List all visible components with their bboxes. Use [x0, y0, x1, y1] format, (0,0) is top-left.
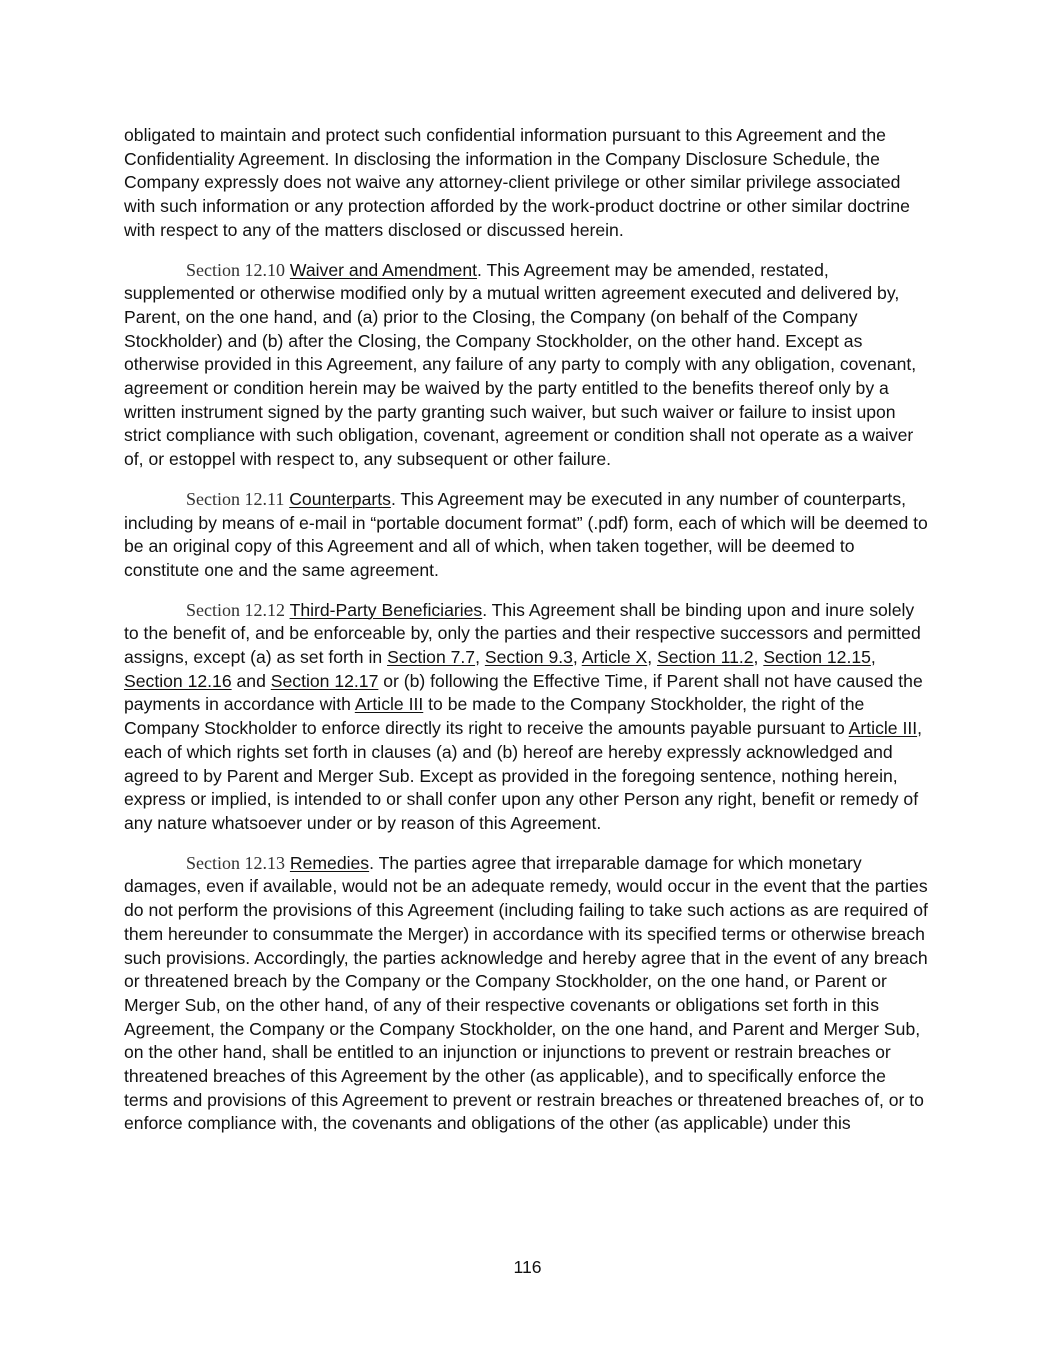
- cross-ref-section-11-2: Section 11.2: [657, 647, 754, 668]
- cross-ref-section-12-16: Section 12.16: [124, 670, 232, 691]
- paragraph-continuation: [124, 124, 932, 243]
- paragraph-continuation-text: obligated to maintain and protect such confidential information pursuant to this Agreement and the Confidentiality Agreement. In disclosing the information in the Company Disclosure Schedule, the Company expressly does not waive any attorney-client privilege or other similar privilege associated with such information or any protection afforded by the work-product doctrine or other similar doctrine with respect to any of the matters disclosed or discussed herein.: [124, 125, 910, 240]
- section-12-11-title: Counterparts: [289, 488, 391, 509]
- cross-ref-article-iii: Article III: [354, 694, 424, 715]
- separator: ,: [475, 647, 485, 668]
- cross-ref-section-12-17: Section 12.17: [270, 670, 379, 691]
- section-12-12-text-2: or (b) following the Effective Time, if Parent shall not have caused the payments in accordance with: [124, 670, 923, 715]
- section-12-13-body: . The parties agree that irreparable damage for which monetary damages, even if available, would not be an adequate remedy, would occur in the event that the parties do not perform the provisions of this Agreement (including failing to take such actions as are required of them hereunder to consummate the Merger) in accordance with its specified terms or otherwise breach such provisions. Accordingly, the parties acknowledge and hereby agree that in the event of any breach or threatened breach by the Company or the Company Stockholder, on the one hand, or Parent or Merger Sub, on the other hand, of any of their respective covenants or obligations set forth in this Agreement, the Company or the Company Stockholder, on the one hand, and Parent and Merger Sub, on the other hand, shall be entitled to an injunction or injunctions to prevent or restrain breaches or threatened breaches of this Agreement by the other (as applicable), and to specifically enforce the terms and provisions of this Agreement to prevent or restrain breaches or threatened breaches of, or to enforce compliance with, the covenants and obligations of the other (as applicable) under this: [124, 852, 928, 1134]
- cross-ref-article-x: Article X: [581, 647, 648, 668]
- section-12-12: [124, 599, 932, 836]
- section-12-10: [124, 259, 932, 472]
- section-12-12-text-3: to be made to the Company Stockholder, the right of the Company Stockholder to enforce directly its right to receive the amounts payable pursuant to: [124, 694, 865, 739]
- separator: and: [231, 670, 271, 691]
- document-page: [124, 124, 932, 1152]
- separator: ,: [753, 647, 764, 668]
- cross-ref-article-iii: Article III: [848, 718, 918, 739]
- section-12-12-text-4: , each of which rights set forth in clauses (a) and (b) hereof are hereby expressly acknowledged and agreed to by Parent and Merger Sub. Except as provided in the foregoing sentence, nothing herein, express or implied, is intended to or shall confer upon any other Person any right, benefit or remedy of any nature whatsoever under or by reason of this Agreement.: [124, 718, 922, 833]
- cross-ref-section-12-15: Section 12.15: [763, 647, 871, 668]
- section-12-11-body: . This Agreement may be executed in any number of counterparts, including by means of e-mail in “portable document format” (.pdf) form, each of which will be deemed to be an original copy of this Agreement and all of which, when taken together, will be deemed to constitute one and the same agreement.: [124, 488, 928, 580]
- section-12-13-title: Remedies: [289, 852, 370, 873]
- section-12-12-title: Third-Party Beneficiaries: [289, 599, 483, 620]
- section-12-13: [124, 852, 932, 1136]
- section-12-12-text-1: . This Agreement shall be binding upon and inure solely to the benefit of, and be enforceable by, only the parties and their respective successors and permitted assigns, except (a) as set forth in: [124, 599, 921, 668]
- section-12-11-label: Section 12.11: [186, 488, 285, 509]
- section-12-10-body: . This Agreement may be amended, restated, supplemented or otherwise modified only by a mutual written agreement executed and delivered by, Parent, on the one hand, and (a) prior to the Closing, the Company (on behalf of the Company Stockholder) and (b) after the Closing, the Company Stockholder, on the other hand. Except as otherwise provided in this Agreement, any failure of any party to comply with any obligation, covenant, agreement or condition herein may be waived by the party entitled to the benefits thereof only by a written instrument signed by the party granting such waiver, but such waiver or failure to insist upon strict compliance with such obligation, covenant, agreement or condition shall not operate as a waiver of, or estoppel with respect to, any subsequent or other failure.: [124, 259, 917, 470]
- separator: ,: [870, 647, 876, 668]
- section-12-10-title: Waiver and Amendment: [289, 259, 477, 280]
- separator: ,: [647, 647, 658, 668]
- section-12-13-label: Section 12.13: [186, 852, 285, 873]
- separator: ,: [572, 647, 582, 668]
- cross-ref-section-7-7: Section 7.7: [387, 647, 476, 668]
- page-number: 116: [513, 1257, 542, 1277]
- section-12-12-label: Section 12.12: [186, 599, 285, 620]
- cross-ref-section-9-3: Section 9.3: [484, 647, 573, 668]
- section-12-11: [124, 488, 932, 583]
- section-12-10-label: Section 12.10: [186, 259, 285, 280]
